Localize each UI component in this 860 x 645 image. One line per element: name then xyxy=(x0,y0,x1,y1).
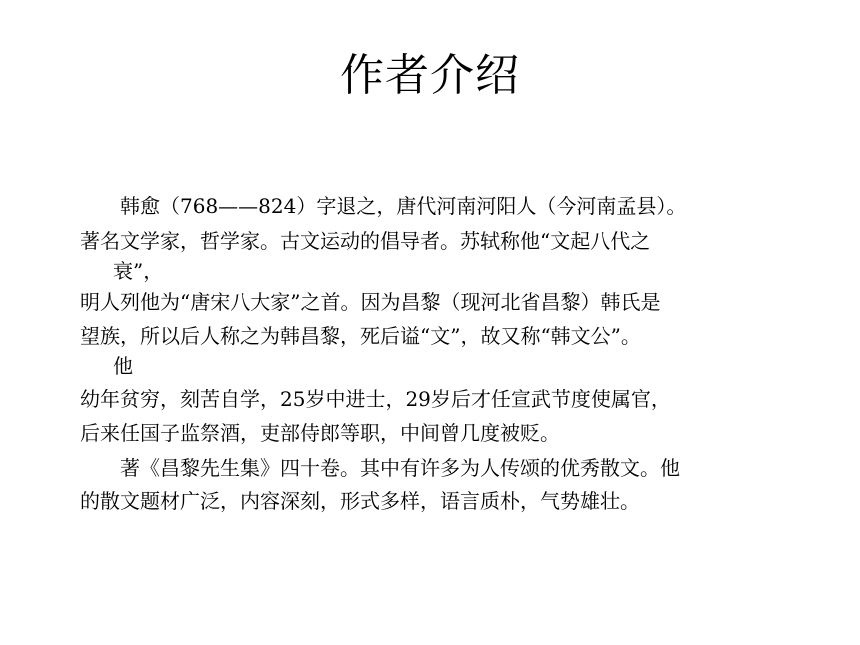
body-line-8: 后来任国子监祭酒，吏部侍郎等职，中间曾几度被贬。 xyxy=(80,421,560,445)
body-line-1: 韩愈（768——824）字退之，唐代河南河阳人（今河南孟县）。 xyxy=(120,194,687,218)
body-line-4: 明人列他为“唐宋八大家”之首。因为昌黎（现河北省昌黎）韩氏是 xyxy=(80,290,661,314)
body-line-10: 的散文题材广泛，内容深刻，形式多样，语言质朴，气势雄壮。 xyxy=(80,489,640,513)
body-line-3: 衰”， xyxy=(113,259,164,283)
body-line-6: 他 xyxy=(113,354,133,378)
body-line-2: 著名文学家，哲学家。古文运动的倡导者。苏轼称他“文起八代之 xyxy=(80,229,651,253)
slide-title: 作者介绍 xyxy=(340,50,520,101)
body-line-7: 幼年贫穷，刻苦自学，25岁中进士，29岁后才任宣武节度使属官， xyxy=(80,387,671,411)
body-line-5: 望族，所以后人称之为韩昌黎，死后谥“文”，故又称“韩文公”。 xyxy=(80,324,641,348)
body-line-9: 著《昌黎先生集》四十卷。其中有许多为人传颂的优秀散文。他 xyxy=(120,456,680,480)
